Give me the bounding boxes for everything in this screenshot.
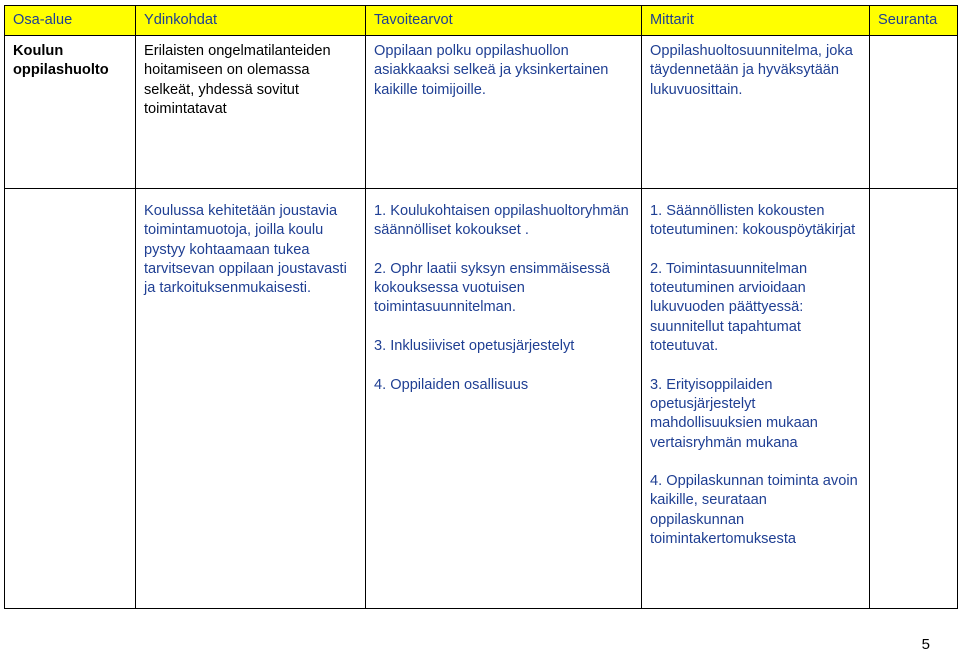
mittari-item: 3. Erityisoppilaiden opetusjärjestelyt mahdollisuuksien mukaan vertaisryhmän mukana xyxy=(650,376,818,451)
tavoitearvo-item: 3. Inklusiiviset opetusjärjestelyt xyxy=(374,338,575,355)
development-plan-table xyxy=(4,5,958,609)
cell-mittarit xyxy=(642,189,870,609)
header-seuranta: Seuranta xyxy=(870,6,958,36)
osa-alue-text xyxy=(5,189,135,202)
cell-tavoitearvot xyxy=(366,36,642,189)
mittari-item: 2. Toimintasuunnitelman toteutuminen arvioidaan lukuvuoden päättyessä: suunnitellut tapahtumat toteutuvat. xyxy=(650,260,808,355)
header-ydinkohdat: Ydinkohdat xyxy=(136,6,366,36)
table-row xyxy=(5,36,958,189)
cell-osa-alue xyxy=(5,36,136,189)
ydinkohdat-text: Koulussa kehitetään joustavia toimintamuotoja, joilla koulu pystyy kohtaamaan tukea tarvitsevan oppilaan joustavasti ja tarkoituksenmukaisesti. xyxy=(144,203,347,297)
tavoitearvo-item: Oppilaan polku oppilashuollon asiakkaaksi selkeä ja yksinkertainen kaikille toimijoille. xyxy=(374,43,609,98)
seuranta-text xyxy=(870,189,957,202)
ydinkohdat-text: Erilaisten ongelmatilanteiden hoitamiseen on olemassa selkeät, yhdessä sovitut toimintatavat xyxy=(144,43,331,117)
mittari-item: Oppilashuoltosuunnitelma, joka täydennetään ja hyväksytään lukuvuosittain. xyxy=(650,43,853,98)
mittari-item: 4. Oppilaskunnan toiminta avoin kaikille, seurataan oppilaskunnan toimintakertomuksesta xyxy=(650,473,858,548)
cell-mittarit xyxy=(642,36,870,189)
header-tavoitearvot: Tavoitearvot xyxy=(366,6,642,36)
cell-seuranta xyxy=(870,36,958,189)
header-row xyxy=(5,6,958,36)
cell-ydinkohdat xyxy=(136,36,366,189)
mittari-item: 1. Säännöllisten kokousten toteutuminen: kokouspöytäkirjat xyxy=(650,203,856,239)
seuranta-text xyxy=(870,36,957,42)
tavoitearvo-item: 2. Ophr laatii syksyn ensimmäisessä kokouksessa vuotuisen toimintasuunnitelman. xyxy=(374,260,611,316)
cell-osa-alue xyxy=(5,189,136,609)
page-number: 5 xyxy=(921,636,930,653)
tavoitearvo-item: 1. Koulukohtaisen oppilashuoltoryhmän säännölliset kokoukset . xyxy=(374,203,629,239)
tavoitearvo-item: 4. Oppilaiden osallisuus xyxy=(374,376,529,393)
header-mittarit: Mittarit xyxy=(642,6,870,36)
cell-seuranta xyxy=(870,189,958,609)
osa-alue-text: Koulun oppilashuolto xyxy=(13,43,109,79)
cell-tavoitearvot xyxy=(366,189,642,609)
header-osa-alue: Osa-alue xyxy=(5,6,136,36)
cell-ydinkohdat xyxy=(136,189,366,609)
table-row xyxy=(5,189,958,609)
